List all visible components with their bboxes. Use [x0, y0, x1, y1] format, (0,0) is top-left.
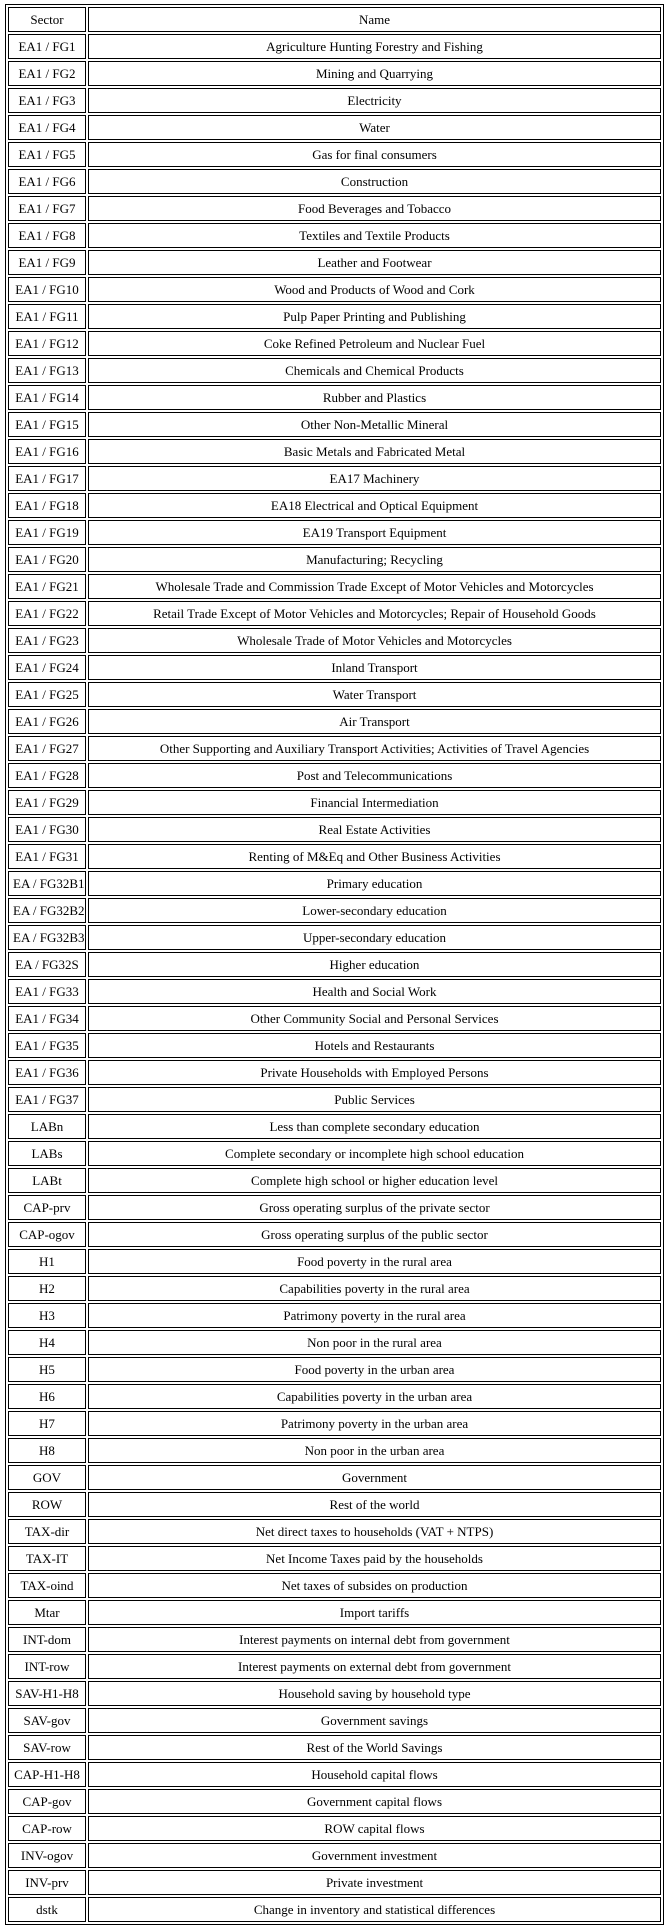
- name-cell: Less than complete secondary education: [88, 1114, 661, 1139]
- name-cell: Patrimony poverty in the rural area: [88, 1303, 661, 1328]
- sector-cell: EA1 / FG11: [8, 304, 86, 329]
- sector-cell: GOV: [8, 1465, 86, 1490]
- sector-cell: EA1 / FG6: [8, 169, 86, 194]
- sector-cell: SAV-row: [8, 1735, 86, 1760]
- name-cell: Change in inventory and statistical differences: [88, 1897, 661, 1922]
- sector-cell: INV-ogov: [8, 1843, 86, 1868]
- name-cell: Interest payments on external debt from government: [88, 1654, 661, 1679]
- name-cell: Food poverty in the rural area: [88, 1249, 661, 1274]
- sector-cell: LABn: [8, 1114, 86, 1139]
- table-row: [8, 871, 661, 896]
- name-cell: Complete high school or higher education level: [88, 1168, 661, 1193]
- table-row: [8, 1627, 661, 1652]
- table-row: [8, 1411, 661, 1436]
- table-row: [8, 1087, 661, 1112]
- sector-cell: ROW: [8, 1492, 86, 1517]
- sector-cell: EA1 / FG15: [8, 412, 86, 437]
- table-row: [8, 1897, 661, 1922]
- name-cell: Agriculture Hunting Forestry and Fishing: [88, 34, 661, 59]
- table-row: [8, 1519, 661, 1544]
- table-row: [8, 1600, 661, 1625]
- table-body: [8, 34, 661, 1922]
- name-cell: Rest of the World Savings: [88, 1735, 661, 1760]
- table-row: [8, 1870, 661, 1895]
- table-row: [8, 1384, 661, 1409]
- sector-cell: H4: [8, 1330, 86, 1355]
- name-cell: Import tariffs: [88, 1600, 661, 1625]
- name-cell: Household capital flows: [88, 1762, 661, 1787]
- name-cell: Private Households with Employed Persons: [88, 1060, 661, 1085]
- table-row: [8, 1330, 661, 1355]
- sector-cell: INT-dom: [8, 1627, 86, 1652]
- table-row: [8, 1789, 661, 1814]
- table-row: [8, 1816, 661, 1841]
- table-row: [8, 628, 661, 653]
- sector-cell: EA1 / FG1: [8, 34, 86, 59]
- name-cell: Interest payments on internal debt from government: [88, 1627, 661, 1652]
- sector-cell: EA1 / FG25: [8, 682, 86, 707]
- table-row: [8, 88, 661, 113]
- name-cell: Water Transport: [88, 682, 661, 707]
- table-row: [8, 1303, 661, 1328]
- name-cell: Higher education: [88, 952, 661, 977]
- sector-cell: EA1 / FG33: [8, 979, 86, 1004]
- name-cell: Upper-secondary education: [88, 925, 661, 950]
- table-row: [8, 493, 661, 518]
- sector-cell: LABt: [8, 1168, 86, 1193]
- table-row: [8, 1168, 661, 1193]
- sector-cell: EA1 / FG17: [8, 466, 86, 491]
- table-row: [8, 1249, 661, 1274]
- table-row: [8, 547, 661, 572]
- table-row: [8, 1681, 661, 1706]
- name-cell: Government capital flows: [88, 1789, 661, 1814]
- table-row: [8, 1654, 661, 1679]
- name-cell: Rest of the world: [88, 1492, 661, 1517]
- table-row: [8, 1222, 661, 1247]
- sector-cell: EA1 / FG5: [8, 142, 86, 167]
- sector-cell: EA1 / FG28: [8, 763, 86, 788]
- table-row: [8, 1708, 661, 1733]
- sector-name-table: [5, 4, 664, 1925]
- sector-cell: TAX-IT: [8, 1546, 86, 1571]
- header-name: Name: [88, 7, 661, 32]
- name-cell: Gross operating surplus of the private sector: [88, 1195, 661, 1220]
- name-cell: Rubber and Plastics: [88, 385, 661, 410]
- table-row: [8, 196, 661, 221]
- sector-cell: EA1 / FG4: [8, 115, 86, 140]
- sector-cell: H6: [8, 1384, 86, 1409]
- table-row: [8, 763, 661, 788]
- table-row: [8, 223, 661, 248]
- name-cell: Government investment: [88, 1843, 661, 1868]
- name-cell: Non poor in the rural area: [88, 1330, 661, 1355]
- name-cell: Net taxes of subsides on production: [88, 1573, 661, 1598]
- table-row: [8, 1060, 661, 1085]
- table-row: [8, 682, 661, 707]
- sector-cell: EA1 / FG30: [8, 817, 86, 842]
- name-cell: ROW capital flows: [88, 1816, 661, 1841]
- sector-cell: EA1 / FG9: [8, 250, 86, 275]
- sector-cell: EA1 / FG18: [8, 493, 86, 518]
- name-cell: Construction: [88, 169, 661, 194]
- table-row: [8, 790, 661, 815]
- sector-cell: EA1 / FG37: [8, 1087, 86, 1112]
- sector-cell: EA1 / FG35: [8, 1033, 86, 1058]
- name-cell: Net direct taxes to households (VAT + NTPS): [88, 1519, 661, 1544]
- table-row: [8, 952, 661, 977]
- sector-cell: INV-prv: [8, 1870, 86, 1895]
- name-cell: Air Transport: [88, 709, 661, 734]
- sector-cell: CAP-H1-H8: [8, 1762, 86, 1787]
- name-cell: Retail Trade Except of Motor Vehicles and Motorcycles; Repair of Household Goods: [88, 601, 661, 626]
- name-cell: Health and Social Work: [88, 979, 661, 1004]
- sector-cell: EA / FG32B1: [8, 871, 86, 896]
- name-cell: Other Community Social and Personal Services: [88, 1006, 661, 1031]
- table-row: [8, 925, 661, 950]
- table-row: [8, 1465, 661, 1490]
- name-cell: Gas for final consumers: [88, 142, 661, 167]
- name-cell: Manufacturing; Recycling: [88, 547, 661, 572]
- name-cell: Pulp Paper Printing and Publishing: [88, 304, 661, 329]
- table-row: [8, 115, 661, 140]
- sector-cell: EA / FG32B2: [8, 898, 86, 923]
- name-cell: EA18 Electrical and Optical Equipment: [88, 493, 661, 518]
- sector-cell: CAP-row: [8, 1816, 86, 1841]
- table-row: [8, 1546, 661, 1571]
- sector-cell: H2: [8, 1276, 86, 1301]
- name-cell: EA19 Transport Equipment: [88, 520, 661, 545]
- sector-cell: EA1 / FG8: [8, 223, 86, 248]
- table-row: [8, 1843, 661, 1868]
- sector-cell: H8: [8, 1438, 86, 1463]
- table-row: [8, 601, 661, 626]
- name-cell: Complete secondary or incomplete high school education: [88, 1141, 661, 1166]
- sector-cell: dstk: [8, 1897, 86, 1922]
- sector-cell: EA1 / FG23: [8, 628, 86, 653]
- sector-cell: EA1 / FG26: [8, 709, 86, 734]
- sector-cell: EA1 / FG12: [8, 331, 86, 356]
- name-cell: Capabilities poverty in the urban area: [88, 1384, 661, 1409]
- sector-cell: EA1 / FG31: [8, 844, 86, 869]
- name-cell: Net Income Taxes paid by the households: [88, 1546, 661, 1571]
- table-row: [8, 655, 661, 680]
- header-row: [8, 7, 661, 32]
- table-row: [8, 1573, 661, 1598]
- sector-cell: H5: [8, 1357, 86, 1382]
- name-cell: Food Beverages and Tobacco: [88, 196, 661, 221]
- table-row: [8, 1195, 661, 1220]
- table-row: [8, 412, 661, 437]
- table-row: [8, 466, 661, 491]
- sector-cell: EA1 / FG19: [8, 520, 86, 545]
- table-row: [8, 736, 661, 761]
- table-row: [8, 277, 661, 302]
- sector-cell: TAX-dir: [8, 1519, 86, 1544]
- name-cell: Government savings: [88, 1708, 661, 1733]
- table-row: [8, 385, 661, 410]
- table-row: [8, 169, 661, 194]
- sector-cell: EA1 / FG13: [8, 358, 86, 383]
- sector-cell: EA1 / FG22: [8, 601, 86, 626]
- name-cell: Patrimony poverty in the urban area: [88, 1411, 661, 1436]
- sector-cell: EA1 / FG36: [8, 1060, 86, 1085]
- table-row: [8, 1357, 661, 1382]
- table-row: [8, 358, 661, 383]
- table-row: [8, 898, 661, 923]
- sector-cell: EA1 / FG7: [8, 196, 86, 221]
- name-cell: Lower-secondary education: [88, 898, 661, 923]
- sector-cell: EA1 / FG3: [8, 88, 86, 113]
- name-cell: Electricity: [88, 88, 661, 113]
- table-row: [8, 142, 661, 167]
- header-sector: Sector: [8, 7, 86, 32]
- sector-cell: EA / FG32S: [8, 952, 86, 977]
- name-cell: Water: [88, 115, 661, 140]
- table-row: [8, 979, 661, 1004]
- sector-cell: EA1 / FG2: [8, 61, 86, 86]
- sector-cell: EA1 / FG14: [8, 385, 86, 410]
- sector-cell: H7: [8, 1411, 86, 1436]
- name-cell: Capabilities poverty in the rural area: [88, 1276, 661, 1301]
- sector-cell: SAV-H1-H8: [8, 1681, 86, 1706]
- name-cell: Financial Intermediation: [88, 790, 661, 815]
- name-cell: Wood and Products of Wood and Cork: [88, 277, 661, 302]
- sector-cell: CAP-gov: [8, 1789, 86, 1814]
- sector-cell: EA1 / FG16: [8, 439, 86, 464]
- name-cell: Inland Transport: [88, 655, 661, 680]
- name-cell: Mining and Quarrying: [88, 61, 661, 86]
- sector-cell: EA1 / FG34: [8, 1006, 86, 1031]
- sector-cell: LABs: [8, 1141, 86, 1166]
- sector-cell: EA1 / FG10: [8, 277, 86, 302]
- sector-cell: TAX-oind: [8, 1573, 86, 1598]
- name-cell: Other Non-Metallic Mineral: [88, 412, 661, 437]
- name-cell: Wholesale Trade and Commission Trade Except of Motor Vehicles and Motorcycles: [88, 574, 661, 599]
- table-row: [8, 1114, 661, 1139]
- sector-cell: H1: [8, 1249, 86, 1274]
- table-row: [8, 439, 661, 464]
- table-row: [8, 709, 661, 734]
- name-cell: Leather and Footwear: [88, 250, 661, 275]
- table-row: [8, 61, 661, 86]
- name-cell: Public Services: [88, 1087, 661, 1112]
- sector-cell: CAP-prv: [8, 1195, 86, 1220]
- table-row: [8, 1033, 661, 1058]
- sector-cell: EA1 / FG20: [8, 547, 86, 572]
- name-cell: Textiles and Textile Products: [88, 223, 661, 248]
- table-row: [8, 1762, 661, 1787]
- sector-cell: EA1 / FG21: [8, 574, 86, 599]
- table-row: [8, 1735, 661, 1760]
- sector-cell: INT-row: [8, 1654, 86, 1679]
- name-cell: Basic Metals and Fabricated Metal: [88, 439, 661, 464]
- name-cell: Food poverty in the urban area: [88, 1357, 661, 1382]
- table-row: [8, 1492, 661, 1517]
- name-cell: Private investment: [88, 1870, 661, 1895]
- sector-cell: EA / FG32B3: [8, 925, 86, 950]
- table-row: [8, 574, 661, 599]
- sector-cell: SAV-gov: [8, 1708, 86, 1733]
- table-row: [8, 34, 661, 59]
- sector-cell: CAP-ogov: [8, 1222, 86, 1247]
- name-cell: Hotels and Restaurants: [88, 1033, 661, 1058]
- table-row: [8, 1438, 661, 1463]
- name-cell: Government: [88, 1465, 661, 1490]
- name-cell: Household saving by household type: [88, 1681, 661, 1706]
- table-row: [8, 844, 661, 869]
- table-row: [8, 817, 661, 842]
- table-row: [8, 1006, 661, 1031]
- name-cell: Renting of M&Eq and Other Business Activities: [88, 844, 661, 869]
- name-cell: Non poor in the urban area: [88, 1438, 661, 1463]
- table-row: [8, 520, 661, 545]
- sector-cell: Mtar: [8, 1600, 86, 1625]
- table-row: [8, 1276, 661, 1301]
- table-row: [8, 250, 661, 275]
- sector-cell: EA1 / FG24: [8, 655, 86, 680]
- table-row: [8, 331, 661, 356]
- table-row: [8, 1141, 661, 1166]
- name-cell: Real Estate Activities: [88, 817, 661, 842]
- name-cell: Primary education: [88, 871, 661, 896]
- name-cell: Coke Refined Petroleum and Nuclear Fuel: [88, 331, 661, 356]
- sector-cell: H3: [8, 1303, 86, 1328]
- sector-cell: EA1 / FG27: [8, 736, 86, 761]
- name-cell: Chemicals and Chemical Products: [88, 358, 661, 383]
- name-cell: EA17 Machinery: [88, 466, 661, 491]
- name-cell: Gross operating surplus of the public sector: [88, 1222, 661, 1247]
- sector-cell: EA1 / FG29: [8, 790, 86, 815]
- name-cell: Post and Telecommunications: [88, 763, 661, 788]
- name-cell: Other Supporting and Auxiliary Transport Activities; Activities of Travel Agencies: [88, 736, 661, 761]
- table-row: [8, 304, 661, 329]
- name-cell: Wholesale Trade of Motor Vehicles and Motorcycles: [88, 628, 661, 653]
